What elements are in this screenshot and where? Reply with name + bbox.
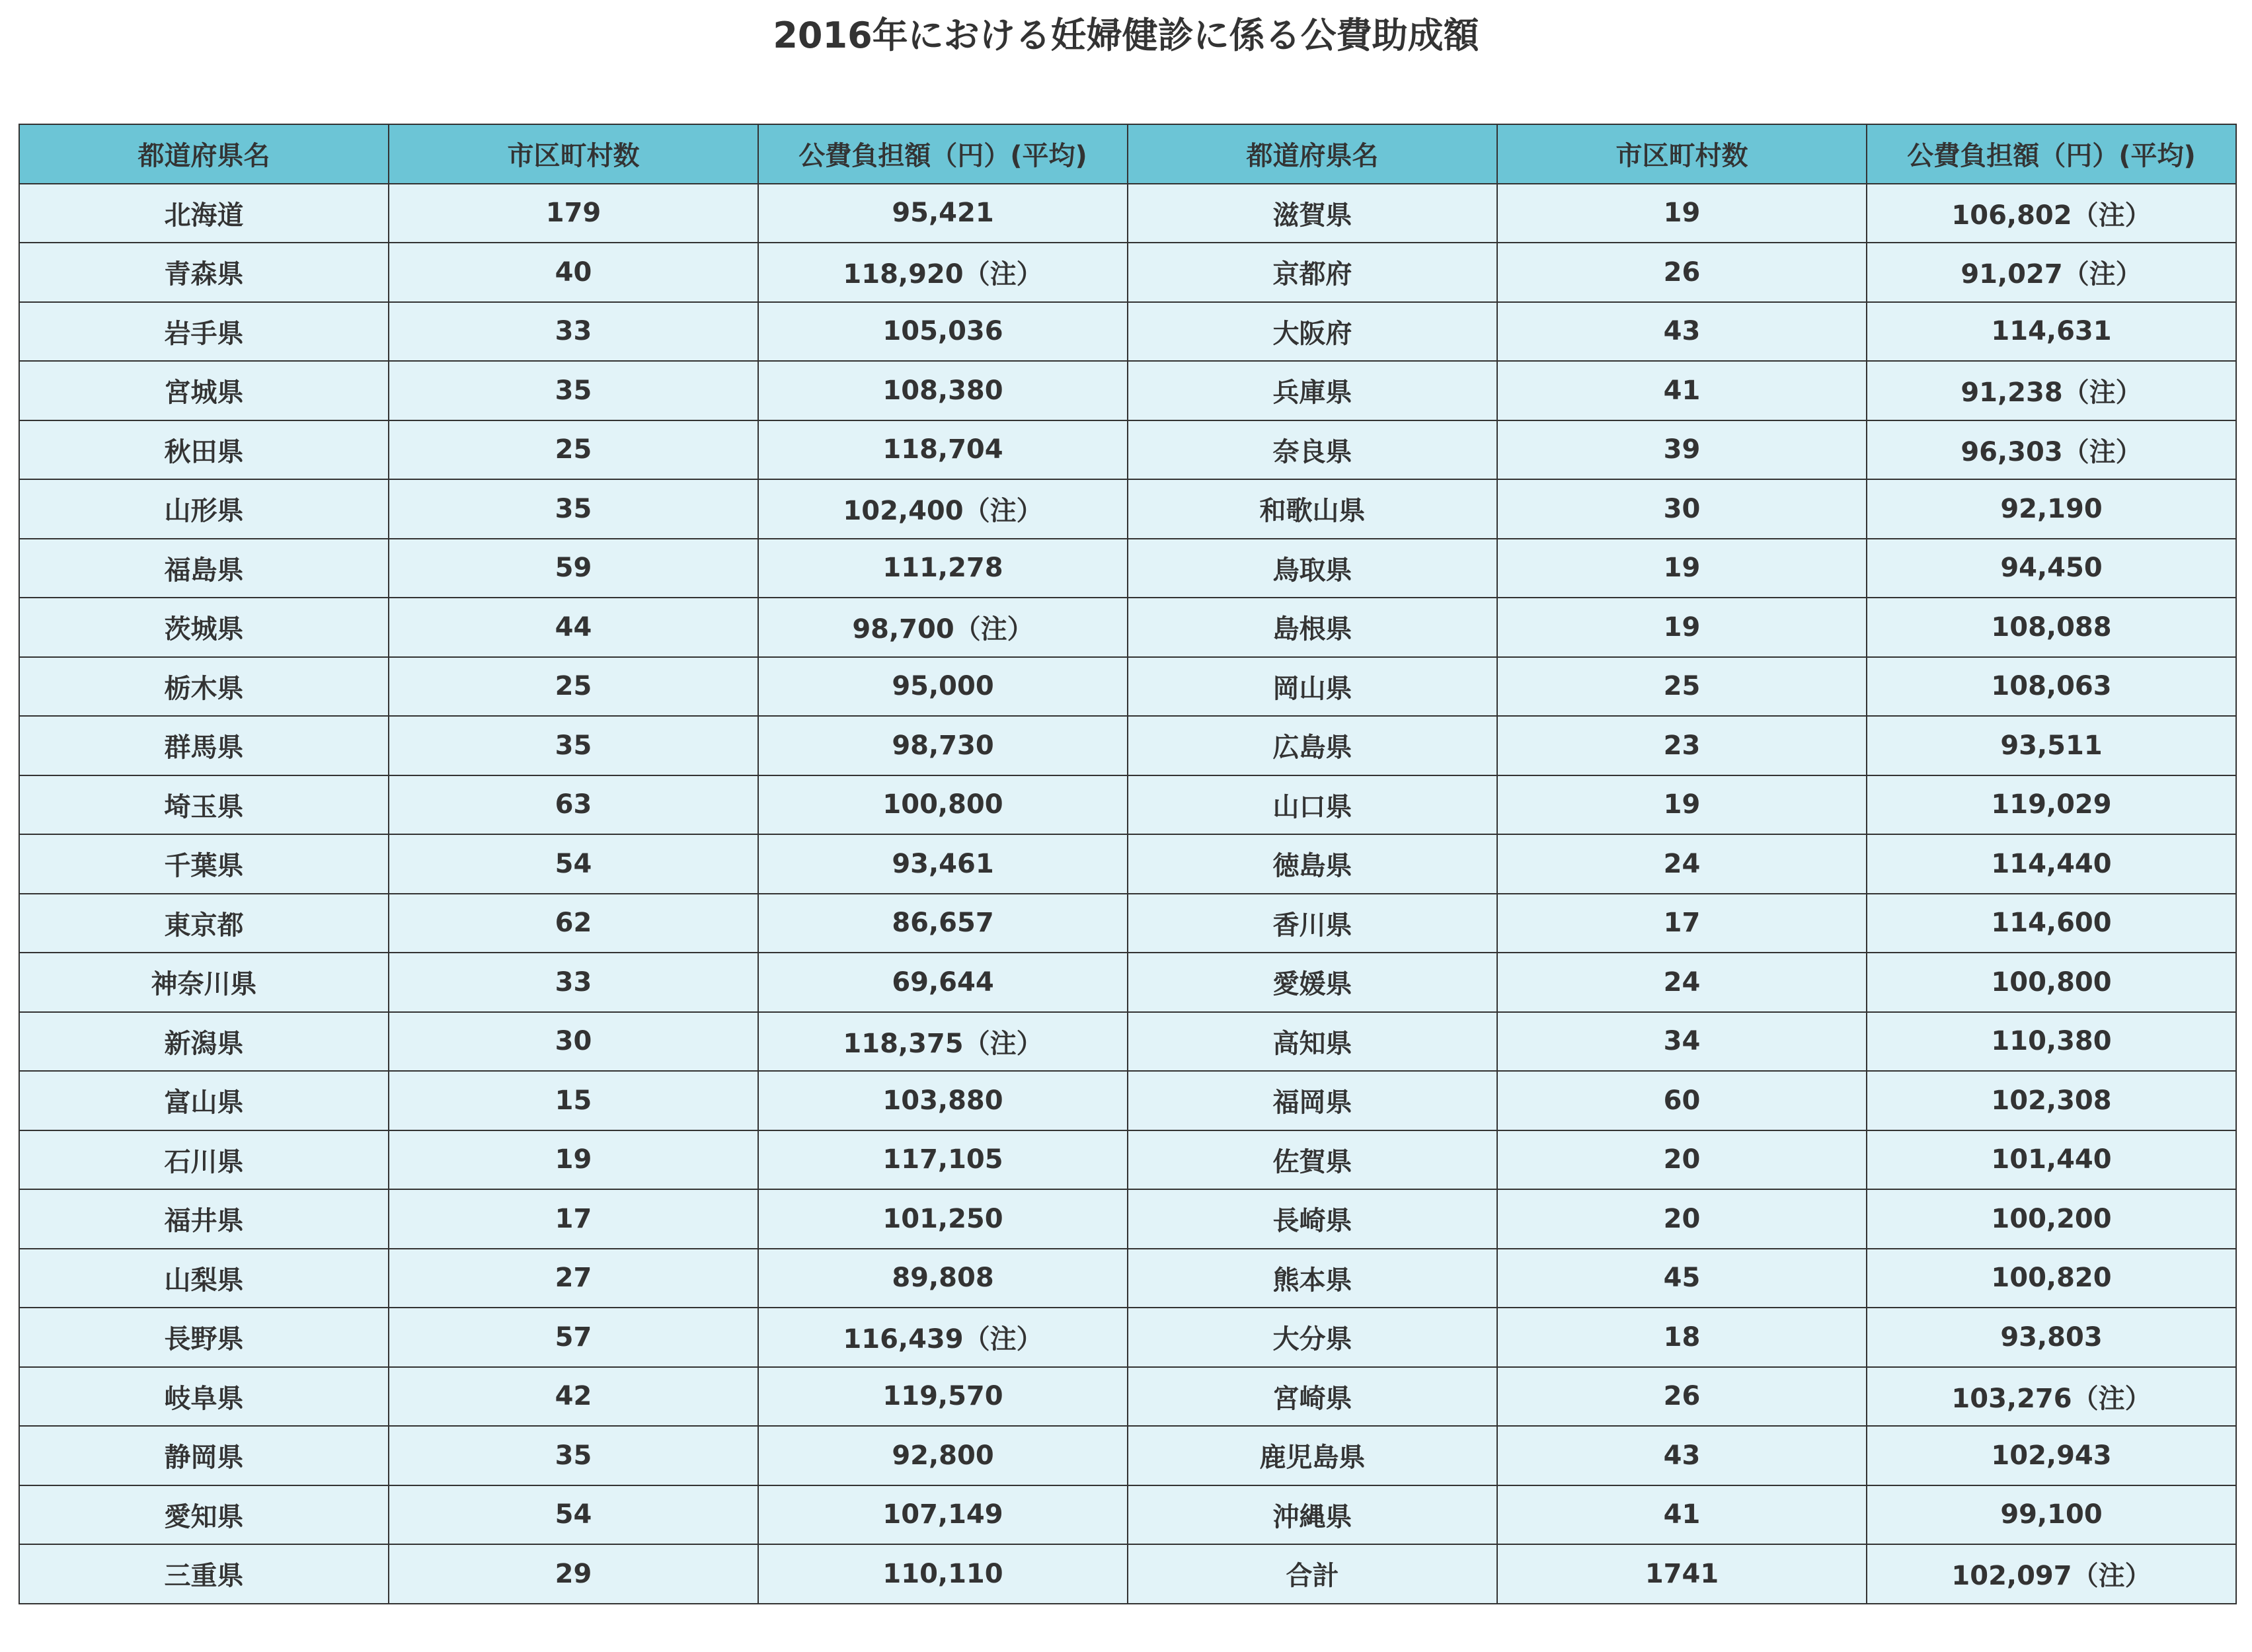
subsidy-amount-cell: 107,149	[758, 1485, 1128, 1545]
table-row	[19, 657, 2236, 717]
table-row	[19, 184, 2236, 243]
table-row	[19, 361, 2236, 420]
prefecture-cell: 鹿児島県	[1128, 1426, 1497, 1485]
municipality-count-cell: 30	[389, 1012, 758, 1072]
subsidy-amount-cell: 102,943	[1867, 1426, 2236, 1485]
table-body	[19, 184, 2236, 1604]
prefecture-cell: 北海道	[19, 184, 389, 243]
prefecture-cell: 千葉県	[19, 834, 389, 894]
municipality-count-cell: 41	[1497, 361, 1867, 420]
prefecture-cell: 山口県	[1128, 775, 1497, 835]
municipality-count-cell: 25	[389, 657, 758, 717]
municipality-count-cell: 25	[389, 420, 758, 480]
municipality-count-cell: 26	[1497, 1367, 1867, 1427]
municipality-count-cell: 30	[1497, 479, 1867, 539]
prefecture-cell: 埼玉県	[19, 775, 389, 835]
prefecture-cell: 兵庫県	[1128, 361, 1497, 420]
municipality-count-cell: 63	[389, 775, 758, 835]
municipality-count-cell: 17	[1497, 894, 1867, 953]
municipality-count-cell: 45	[1497, 1249, 1867, 1308]
municipality-count-cell: 20	[1497, 1189, 1867, 1249]
prefecture-subsidy-table	[19, 124, 2237, 1604]
table-row	[19, 302, 2236, 362]
prefecture-cell: 香川県	[1128, 894, 1497, 953]
subsidy-amount-cell: 89,808	[758, 1249, 1128, 1308]
table-row	[19, 1071, 2236, 1130]
municipality-count-cell: 43	[1497, 302, 1867, 362]
subsidy-amount-cell: 118,704	[758, 420, 1128, 480]
subsidy-amount-cell: 119,029	[1867, 775, 2236, 835]
table-row	[19, 243, 2236, 302]
header-municipality-count-left: 市区町村数	[389, 124, 758, 184]
subsidy-amount-cell: 114,600	[1867, 894, 2236, 953]
municipality-count-cell: 59	[389, 539, 758, 598]
subsidy-amount-cell: 110,380	[1867, 1012, 2236, 1072]
municipality-count-cell: 19	[1497, 184, 1867, 243]
municipality-count-cell: 19	[1497, 539, 1867, 598]
table-row	[19, 1130, 2236, 1190]
municipality-count-cell: 33	[389, 953, 758, 1012]
municipality-count-cell: 39	[1497, 420, 1867, 480]
subsidy-amount-cell: 98,730	[758, 716, 1128, 775]
subsidy-amount-cell: 93,511	[1867, 716, 2236, 775]
prefecture-cell: 佐賀県	[1128, 1130, 1497, 1190]
header-prefecture-right: 都道府県名	[1128, 124, 1497, 184]
table-row	[19, 479, 2236, 539]
table-row	[19, 894, 2236, 953]
prefecture-cell: 山形県	[19, 479, 389, 539]
municipality-count-cell: 25	[1497, 657, 1867, 717]
subsidy-amount-cell: 106,802（注）	[1867, 184, 2236, 243]
municipality-count-cell: 35	[389, 1426, 758, 1485]
prefecture-cell: 奈良県	[1128, 420, 1497, 480]
municipality-count-cell: 42	[389, 1367, 758, 1427]
prefecture-cell: 富山県	[19, 1071, 389, 1130]
subsidy-amount-cell: 101,250	[758, 1189, 1128, 1249]
municipality-count-cell: 1741	[1497, 1544, 1867, 1604]
prefecture-cell: 新潟県	[19, 1012, 389, 1072]
prefecture-cell: 静岡県	[19, 1426, 389, 1485]
prefecture-cell: 宮崎県	[1128, 1367, 1497, 1427]
municipality-count-cell: 41	[1497, 1485, 1867, 1545]
page-title: 2016年における妊婦健診に係る公費助成額	[773, 15, 1479, 56]
subsidy-amount-cell: 111,278	[758, 539, 1128, 598]
municipality-count-cell: 54	[389, 1485, 758, 1545]
prefecture-cell: 岡山県	[1128, 657, 1497, 717]
header-subsidy-amount-left: 公費負担額（円）(平均)	[758, 124, 1128, 184]
municipality-count-cell: 24	[1497, 953, 1867, 1012]
subsidy-amount-cell: 117,105	[758, 1130, 1128, 1190]
subsidy-amount-cell: 114,631	[1867, 302, 2236, 362]
table-row	[19, 539, 2236, 598]
municipality-count-cell: 24	[1497, 834, 1867, 894]
municipality-count-cell: 35	[389, 361, 758, 420]
prefecture-cell: 合計	[1128, 1544, 1497, 1604]
municipality-count-cell: 34	[1497, 1012, 1867, 1072]
subsidy-amount-cell: 102,097（注）	[1867, 1544, 2236, 1604]
municipality-count-cell: 18	[1497, 1308, 1867, 1367]
subsidy-amount-cell: 86,657	[758, 894, 1128, 953]
municipality-count-cell: 35	[389, 479, 758, 539]
subsidy-amount-cell: 118,920（注）	[758, 243, 1128, 302]
prefecture-cell: 徳島県	[1128, 834, 1497, 894]
municipality-count-cell: 29	[389, 1544, 758, 1604]
subsidy-amount-cell: 108,380	[758, 361, 1128, 420]
subsidy-amount-cell: 100,200	[1867, 1189, 2236, 1249]
subsidy-amount-cell: 92,190	[1867, 479, 2236, 539]
subsidy-amount-cell: 98,700（注）	[758, 598, 1128, 657]
municipality-count-cell: 23	[1497, 716, 1867, 775]
prefecture-cell: 神奈川県	[19, 953, 389, 1012]
municipality-count-cell: 19	[1497, 598, 1867, 657]
prefecture-cell: 愛媛県	[1128, 953, 1497, 1012]
table-row	[19, 1189, 2236, 1249]
municipality-count-cell: 27	[389, 1249, 758, 1308]
municipality-count-cell: 54	[389, 834, 758, 894]
municipality-count-cell: 19	[1497, 775, 1867, 835]
prefecture-cell: 岐阜県	[19, 1367, 389, 1427]
prefecture-cell: 長野県	[19, 1308, 389, 1367]
subsidy-amount-cell: 100,820	[1867, 1249, 2236, 1308]
prefecture-cell: 栃木県	[19, 657, 389, 717]
table-row	[19, 1485, 2236, 1545]
municipality-count-cell: 17	[389, 1189, 758, 1249]
prefecture-cell: 広島県	[1128, 716, 1497, 775]
municipality-count-cell: 40	[389, 243, 758, 302]
prefecture-cell: 東京都	[19, 894, 389, 953]
prefecture-cell: 鳥取県	[1128, 539, 1497, 598]
subsidy-amount-cell: 100,800	[758, 775, 1128, 835]
prefecture-cell: 青森県	[19, 243, 389, 302]
municipality-count-cell: 44	[389, 598, 758, 657]
prefecture-cell: 沖縄県	[1128, 1485, 1497, 1545]
table-row	[19, 1249, 2236, 1308]
subsidy-amount-cell: 108,088	[1867, 598, 2236, 657]
table-row	[19, 1012, 2236, 1072]
prefecture-cell: 愛知県	[19, 1485, 389, 1545]
prefecture-cell: 石川県	[19, 1130, 389, 1190]
prefecture-cell: 大分県	[1128, 1308, 1497, 1367]
municipality-count-cell: 57	[389, 1308, 758, 1367]
prefecture-cell: 宮城県	[19, 361, 389, 420]
table-row	[19, 420, 2236, 480]
table-row	[19, 1426, 2236, 1485]
subsidy-amount-cell: 105,036	[758, 302, 1128, 362]
table-row	[19, 1544, 2236, 1604]
municipality-count-cell: 60	[1497, 1071, 1867, 1130]
prefecture-cell: 秋田県	[19, 420, 389, 480]
prefecture-cell: 三重県	[19, 1544, 389, 1604]
prefecture-cell: 高知県	[1128, 1012, 1497, 1072]
prefecture-cell: 岩手県	[19, 302, 389, 362]
municipality-count-cell: 15	[389, 1071, 758, 1130]
subsidy-amount-cell: 102,308	[1867, 1071, 2236, 1130]
subsidy-amount-cell: 102,400（注）	[758, 479, 1128, 539]
subsidy-amount-cell: 118,375（注）	[758, 1012, 1128, 1072]
prefecture-cell: 滋賀県	[1128, 184, 1497, 243]
prefecture-cell: 福岡県	[1128, 1071, 1497, 1130]
prefecture-cell: 京都府	[1128, 243, 1497, 302]
subsidy-amount-cell: 116,439（注）	[758, 1308, 1128, 1367]
subsidy-amount-cell: 99,100	[1867, 1485, 2236, 1545]
subsidy-amount-cell: 103,880	[758, 1071, 1128, 1130]
subsidy-amount-cell: 108,063	[1867, 657, 2236, 717]
subsidy-amount-cell: 93,461	[758, 834, 1128, 894]
table-row	[19, 716, 2236, 775]
table-row	[19, 834, 2236, 894]
subsidy-amount-cell: 92,800	[758, 1426, 1128, 1485]
header-prefecture-left: 都道府県名	[19, 124, 389, 184]
header-municipality-count-right: 市区町村数	[1497, 124, 1867, 184]
subsidy-amount-cell: 110,110	[758, 1544, 1128, 1604]
prefecture-cell: 島根県	[1128, 598, 1497, 657]
table-row	[19, 953, 2236, 1012]
prefecture-cell: 福島県	[19, 539, 389, 598]
prefecture-cell: 大阪府	[1128, 302, 1497, 362]
subsidy-amount-cell: 96,303（注）	[1867, 420, 2236, 480]
municipality-count-cell: 43	[1497, 1426, 1867, 1485]
municipality-count-cell: 35	[389, 716, 758, 775]
prefecture-cell: 和歌山県	[1128, 479, 1497, 539]
municipality-count-cell: 20	[1497, 1130, 1867, 1190]
prefecture-cell: 熊本県	[1128, 1249, 1497, 1308]
header-subsidy-amount-right: 公費負担額（円）(平均)	[1867, 124, 2236, 184]
table-row	[19, 775, 2236, 835]
table-row	[19, 1308, 2236, 1367]
table-row	[19, 598, 2236, 657]
table-row	[19, 1367, 2236, 1427]
subsidy-amount-cell: 95,000	[758, 657, 1128, 717]
prefecture-cell: 群馬県	[19, 716, 389, 775]
subsidy-amount-cell: 94,450	[1867, 539, 2236, 598]
subsidy-amount-cell: 93,803	[1867, 1308, 2236, 1367]
subsidy-amount-cell: 91,238（注）	[1867, 361, 2236, 420]
subsidy-amount-cell: 114,440	[1867, 834, 2236, 894]
prefecture-cell: 福井県	[19, 1189, 389, 1249]
municipality-count-cell: 19	[389, 1130, 758, 1190]
subsidy-amount-cell: 101,440	[1867, 1130, 2236, 1190]
header-row	[19, 124, 2236, 184]
subsidy-amount-cell: 103,276（注）	[1867, 1367, 2236, 1427]
prefecture-cell: 山梨県	[19, 1249, 389, 1308]
municipality-count-cell: 62	[389, 894, 758, 953]
subsidy-amount-cell: 119,570	[758, 1367, 1128, 1427]
municipality-count-cell: 26	[1497, 243, 1867, 302]
municipality-count-cell: 179	[389, 184, 758, 243]
subsidy-amount-cell: 95,421	[758, 184, 1128, 243]
subsidy-amount-cell: 69,644	[758, 953, 1128, 1012]
municipality-count-cell: 33	[389, 302, 758, 362]
subsidy-amount-cell: 91,027（注）	[1867, 243, 2236, 302]
prefecture-cell: 茨城県	[19, 598, 389, 657]
prefecture-cell: 長崎県	[1128, 1189, 1497, 1249]
subsidy-amount-cell: 100,800	[1867, 953, 2236, 1012]
